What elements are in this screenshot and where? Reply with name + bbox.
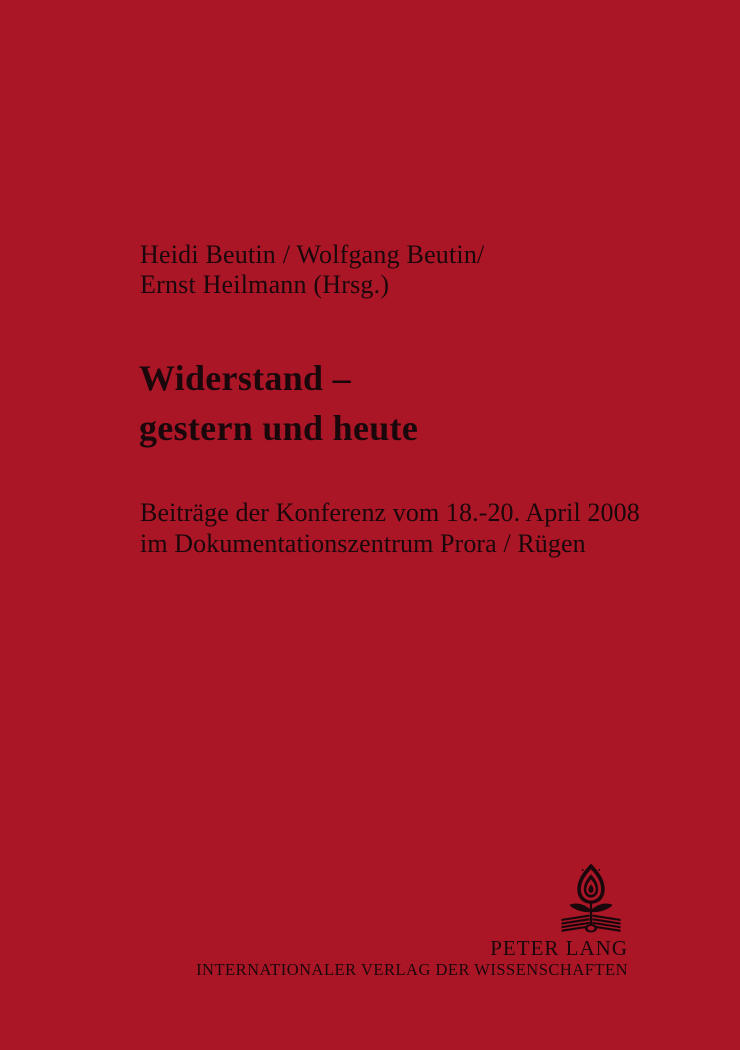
- book-title-line-2: gestern und heute: [139, 408, 419, 448]
- peter-lang-tulip-book-logo-icon: [558, 862, 624, 934]
- book-subtitle-line-2: im Dokumentationszentrum Prora / Rügen: [140, 529, 586, 558]
- publisher-block: [196, 862, 628, 979]
- authors-line-1: Heidi Beutin / Wolfgang Beutin/: [140, 240, 485, 269]
- publisher-name: PETER LANG: [490, 936, 628, 960]
- publisher-tagline: INTERNATIONALER VERLAG DER WISSENSCHAFTEN: [196, 960, 628, 979]
- authors-block: [140, 240, 484, 300]
- book-title: [139, 353, 418, 453]
- book-subtitle-line-1: Beiträge der Konferenz vom 18.-20. April 2008: [140, 498, 640, 527]
- book-subtitle: [140, 497, 640, 559]
- book-title-line-1: Widerstand –: [139, 358, 351, 398]
- authors-line-2: Ernst Heilmann (Hrsg.): [140, 270, 390, 299]
